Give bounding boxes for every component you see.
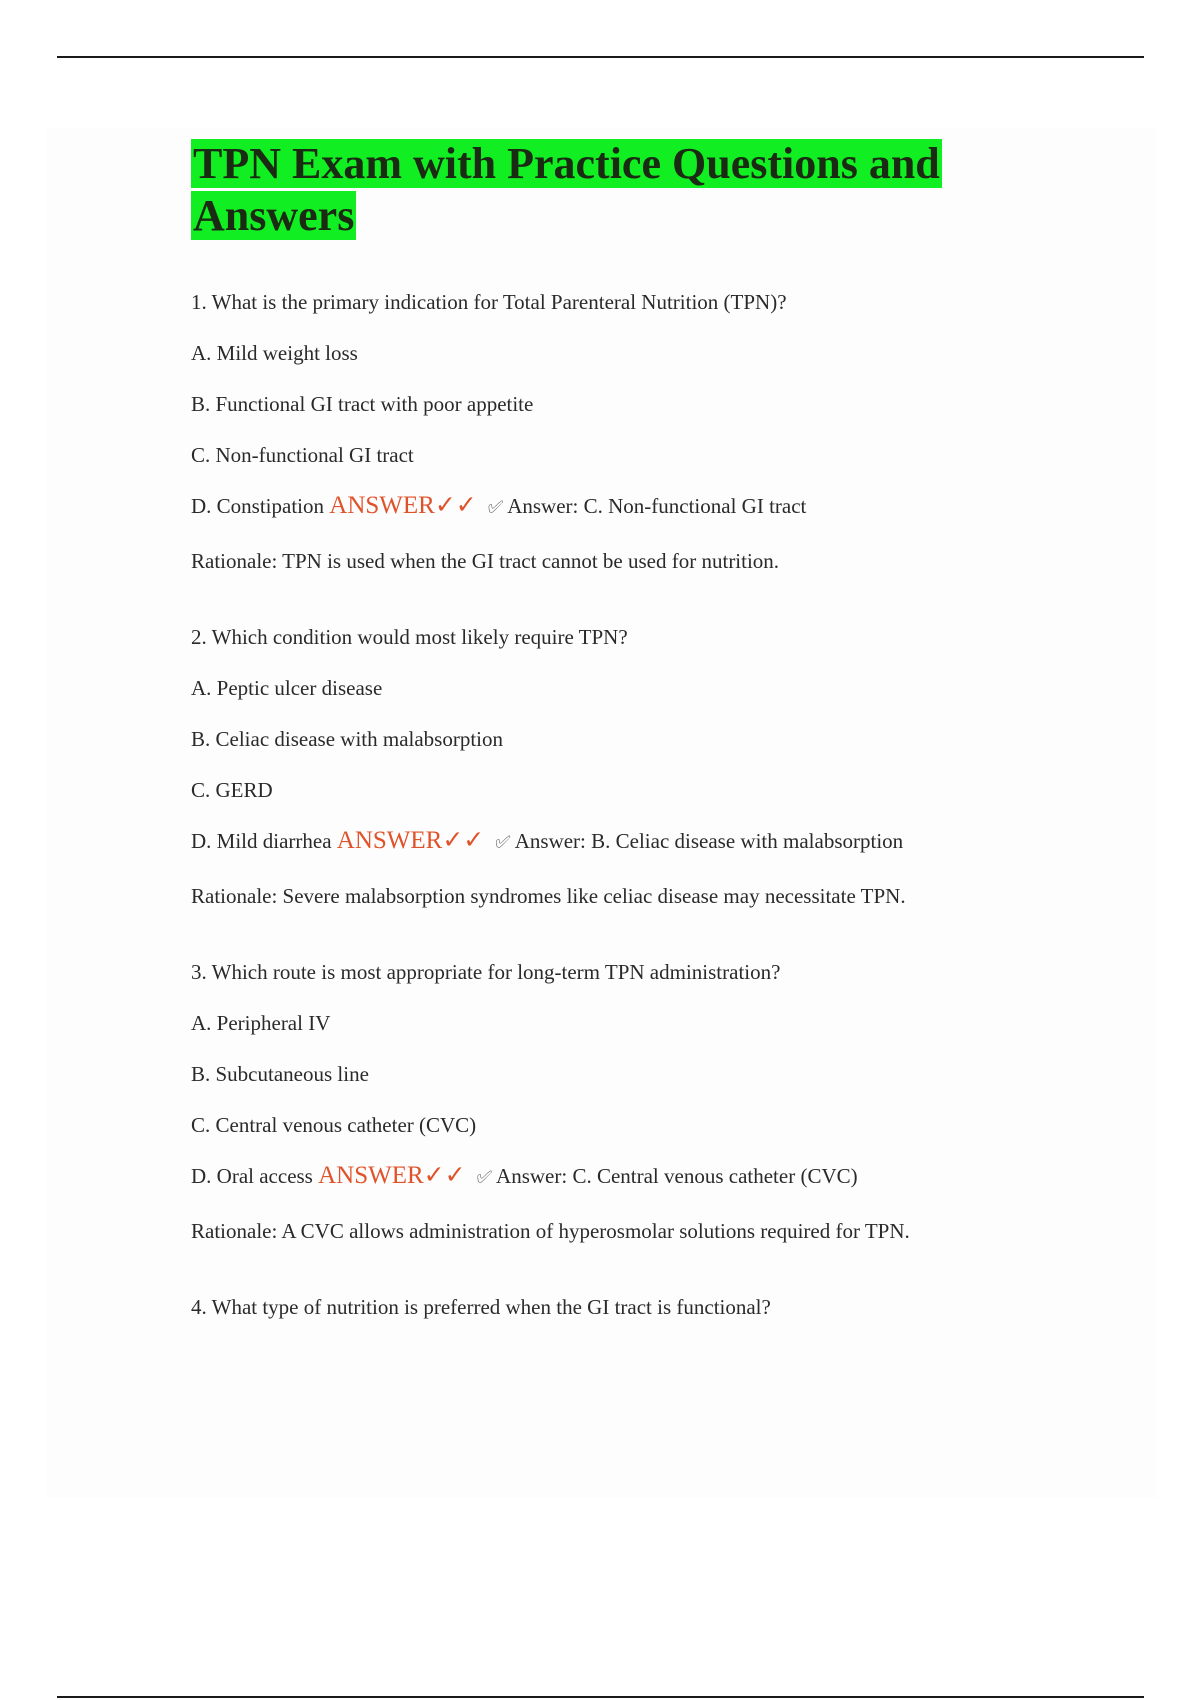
option-d-with-answer <box>191 1164 1011 1190</box>
option-d: D. Constipation <box>191 494 325 518</box>
answer-text: Answer: C. Non-functional GI tract <box>507 494 807 518</box>
option-d-with-answer <box>191 829 1011 855</box>
check-icon: ✅︎ <box>476 1167 493 1188</box>
option-a: A. Peptic ulcer disease <box>191 676 383 700</box>
answer-text: Answer: B. Celiac disease with malabsorption <box>514 829 904 853</box>
option-b: B. Functional GI tract with poor appetite <box>191 392 534 416</box>
option-d: D. Oral access <box>191 1164 313 1188</box>
footer-rule <box>57 1696 1144 1698</box>
question-1 <box>191 290 1011 573</box>
question-4 <box>191 1295 1011 1319</box>
option-d: D. Mild diarrhea <box>191 829 332 853</box>
rationale: Rationale: A CVC allows administration of hyperosmolar solutions required for TPN. <box>191 1219 910 1243</box>
option-d-with-answer <box>191 494 1011 520</box>
rationale: Rationale: TPN is used when the GI tract cannot be used for nutrition. <box>191 549 780 573</box>
option-a: A. Peripheral IV <box>191 1011 331 1035</box>
title-line-2: Answers <box>193 191 355 240</box>
check-icon: ✅︎ <box>495 832 511 853</box>
option-c: C. Central venous catheter (CVC) <box>191 1113 477 1137</box>
question-stem: 3. Which route is most appropriate for long-term TPN administration? <box>191 960 781 984</box>
document-body <box>191 138 1011 1346</box>
rationale: Rationale: Severe malabsorption syndromes like celiac disease may necessitate TPN. <box>191 884 906 908</box>
question-3 <box>191 960 1011 1243</box>
answer-tag: ANSWER✓✓ <box>336 827 485 854</box>
question-stem: 4. What type of nutrition is preferred when the GI tract is functional? <box>191 1295 771 1319</box>
title-line-1: TPN Exam with Practice Questions and <box>193 139 940 188</box>
option-a: A. Mild weight loss <box>191 341 358 365</box>
option-b: B. Subcutaneous line <box>191 1062 369 1086</box>
answer-tag: ANSWER✓✓ <box>329 492 477 519</box>
header-rule <box>57 56 1144 58</box>
option-b: B. Celiac disease with malabsorption <box>191 727 504 751</box>
question-stem: 1. What is the primary indication for Total Parenteral Nutrition (TPN)? <box>191 290 787 314</box>
question-stem: 2. Which condition would most likely require TPN? <box>191 625 628 649</box>
question-2 <box>191 625 1011 908</box>
answer-text: Answer: C. Central venous catheter (CVC) <box>496 1164 858 1188</box>
check-icon: ✅︎ <box>487 497 504 518</box>
document-title <box>191 138 1011 242</box>
answer-tag: ANSWER✓✓ <box>318 1162 466 1189</box>
option-c: C. Non-functional GI tract <box>191 443 414 467</box>
option-c: C. GERD <box>191 778 273 802</box>
